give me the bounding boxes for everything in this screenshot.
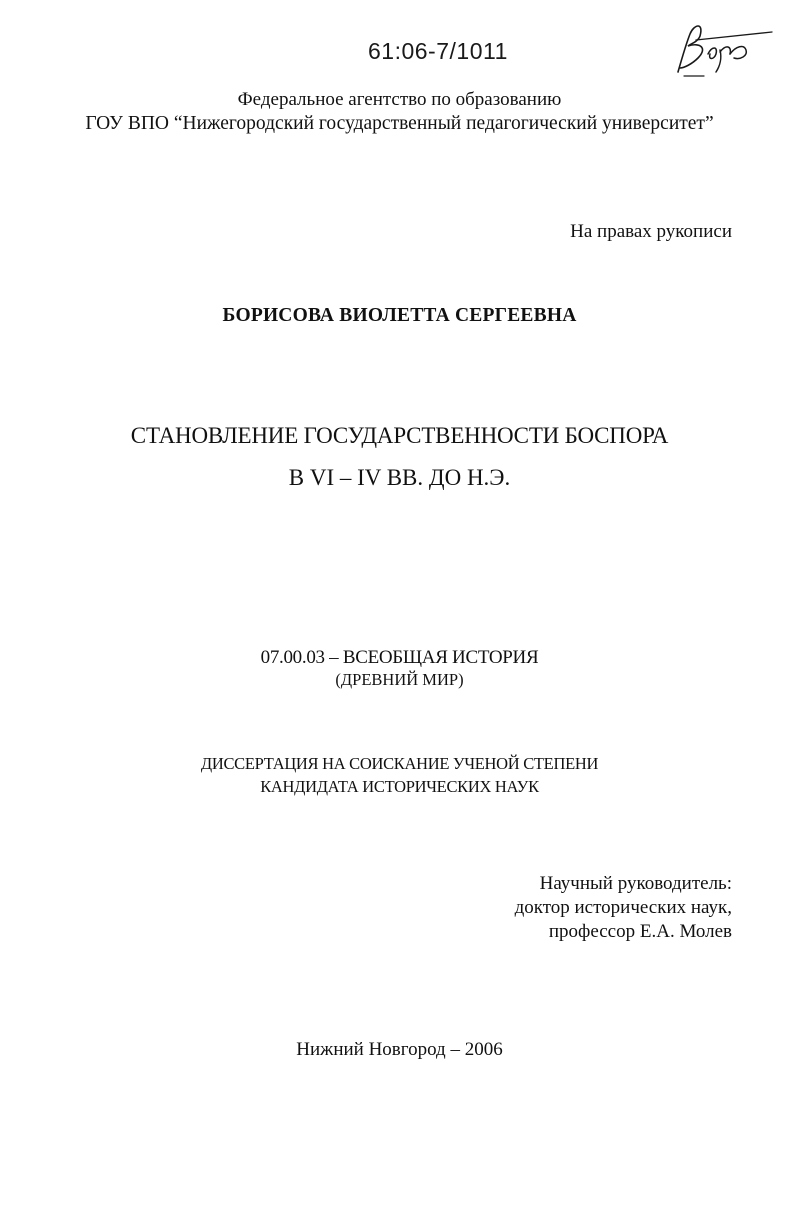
- agency-name: Федеральное агентство по образованию: [237, 89, 562, 110]
- city-year: Нижний Новгород – 2006: [296, 1039, 503, 1060]
- registration-number: 61:06-7/1011: [368, 38, 508, 64]
- specialty-subfield: (ДРЕВНИЙ МИР): [335, 670, 464, 689]
- advisor-degree: доктор исторических наук,: [514, 897, 732, 918]
- advisor-block: [515, 872, 732, 944]
- specialty-code: 07.00.03 – ВСЕОБЩАЯ ИСТОРИЯ: [260, 647, 539, 668]
- advisor-name: профессор Е.А. Молев: [548, 921, 732, 942]
- degree-line2: КАНДИДАТА ИСТОРИЧЕСКИХ НАУК: [260, 777, 539, 796]
- dissertation-title-line2: В VI – IV ВВ. ДО Н.Э.: [288, 465, 511, 490]
- handwritten-signature: [660, 10, 780, 90]
- degree-line1: ДИССЕРТАЦИЯ НА СОИСКАНИЕ УЧЕНОЙ СТЕПЕНИ: [200, 754, 599, 773]
- dissertation-title-line1: СТАНОВЛЕНИЕ ГОСУДАРСТВЕННОСТИ БОСПОРА: [130, 423, 669, 448]
- university-name: ГОУ ВПО “Нижегородский государственный педагогический университет”: [85, 113, 714, 134]
- manuscript-note: На правах рукописи: [570, 221, 732, 242]
- author-name: БОРИСОВА ВИОЛЕТТА СЕРГЕЕВНА: [222, 305, 577, 326]
- advisor-label: Научный руководитель:: [539, 873, 732, 894]
